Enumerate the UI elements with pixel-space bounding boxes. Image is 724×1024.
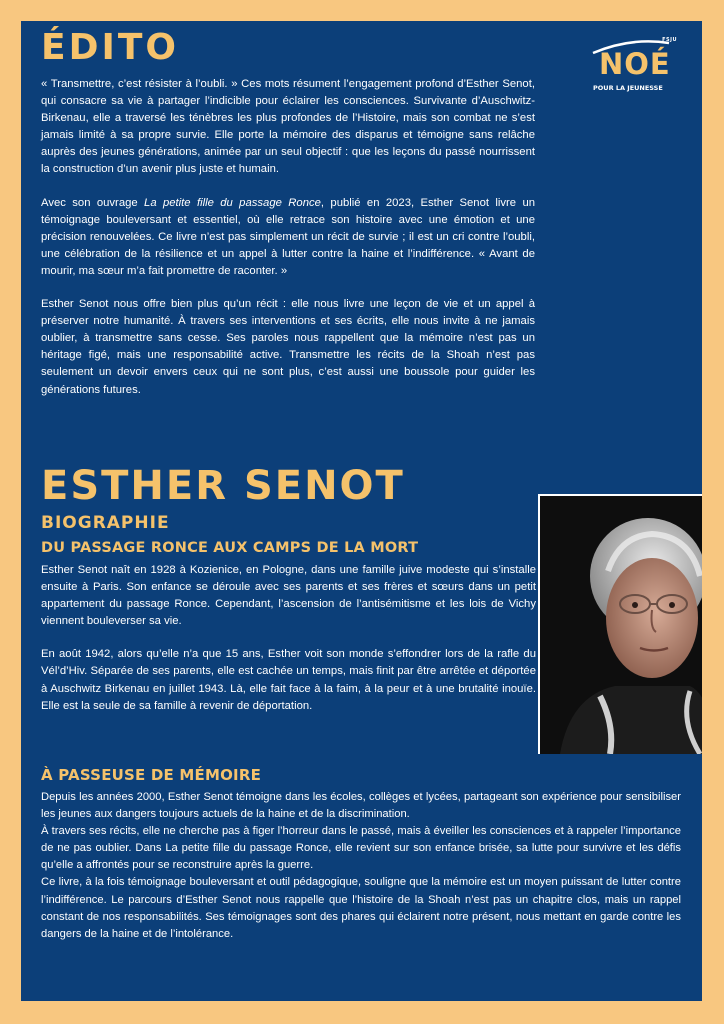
passeuse-paragraph: Ce livre, à la fois témoignage bouleversant et outil pédagogique, souligne que la mémoire est un moyen puissant de lutter contre l’indifférence. Le parcours d’Esther Senot nous rappelle que l’histoire de la Shoah n’est pas un chapitre clos, mais un rappel constant de nos responsabilités. Ses témoignages sont des phares qui éclairent notre présent, nous mettant en garde contre les dangers de la haine et de l’intolérance. <box>41 876 681 940</box>
edito-paragraph: « Transmettre, c’est résister à l’oubli. » Ces mots résument l’engagement profond d’Esther Senot, qui consacre sa vie à partager l’indicible pour éclairer les consciences. Survivante d’Auschwitz-Birkenau, elle a traversé les ténèbres les plus profondes de l’Histoire, mais son combat ne s’est jamais limité à sa propre survie. Elle porte la mémoire des disparus et témoigne sans relâche auprès des jeunes générations, animée par un seul objectif : que les leçons du passé nourrissent la construction d’un avenir plus juste et humain. <box>41 78 535 176</box>
book-title: La petite fille du passage Ronce <box>144 196 321 209</box>
biography-paragraph: Esther Senot naît en 1928 à Kozienice, en Pologne, dans une famille juive modeste qui s’installe ensuite à Paris. Son enfance se déroule avec ses parents et ses frères et sœurs dans un petit appartement du passage Ronce. Cependant, l’ascension de l’antisémitisme et les lois de Vichy viennent bouleverser sa vie. <box>41 564 536 628</box>
passeuse-paragraph: À travers ses récits, elle ne cherche pas à figer l’horreur dans le passé, mais à éveiller les consciences et à rappeler l’importance de ne pas oublier. Dans La petite fille du passage Ronce, elle revient sur son enfance brisée, sa lutte pour survivre et les défis qu’elle a affrontés pour se reconstruire après la guerre. <box>41 825 681 872</box>
section-title-passeuse: À PASSEUSE DE MÉMOIRE <box>41 766 262 784</box>
edito-paragraph: Avec son ouvrage La petite fille du passage Ronce, publié en 2023, Esther Senot livre un témoignage bouleversant et essentiel, où elle retrace son histoire avec une émotion et une précision renouvelées. Ce livre n’est pas simplement un récit de survie ; il est un cri contre l’oubli, une célébration de la résilience et un appel à lutter contre la haine et l’indifférence. « Avant de mourir, ma sœur m’a fait promettre de raconter. » <box>41 196 536 277</box>
biography-body <box>41 562 536 715</box>
biography-label: BIOGRAPHIE <box>41 513 170 533</box>
biography-name: ESTHER SENOT <box>41 463 405 509</box>
logo-tagline: POUR LA JEUNESSE <box>593 84 663 92</box>
passeuse-body <box>41 789 681 943</box>
edito-paragraph: Esther Senot nous offre bien plus qu’un récit : elle nous livre une leçon de vie et un appel à préserver notre humanité. À travers ses interventions et ses écrits, elle nous invite à ne jamais oublier, à transmettre sans cesse. Ses paroles nous rappellent que la mémoire n’est pas un héritage figé, mais une responsabilité active. Transmettre les récits de la Shoah n’est pas seulement un devoir envers ceux qui ne sont plus, c’est aussi une boussole pour guider les générations futures. <box>41 298 535 396</box>
logo-fsju: FSJU <box>662 37 677 43</box>
noe-logo <box>587 37 679 95</box>
passeuse-paragraph: Depuis les années 2000, Esther Senot témoigne dans les écoles, collèges et lycées, partageant son expérience pour sensibiliser les jeunes aux dangers toujours actuels de la haine et de la discrimination. <box>41 791 681 821</box>
content-panel <box>21 21 702 1001</box>
biography-paragraph: En août 1942, alors qu’elle n’a que 15 ans, Esther voit son monde s’effondrer lors de la rafle du Vél’d’Hiv. Séparée de ses parents, elle est cachée un temps, mais finit par être arrêtée et déportée à Auschwitz Birkenau en juillet 1943. Là, elle fait face à la faim, à la peur et à une brutalité inouïe. Elle est la seule de sa famille à revenir de déportation. <box>41 648 536 712</box>
esther-senot-portrait <box>538 494 702 754</box>
portrait-illustration <box>540 496 702 754</box>
logo-name: NOÉ <box>599 47 671 81</box>
section-title-passage: DU PASSAGE RONCE AUX CAMPS DE LA MORT <box>41 540 419 556</box>
edito-title: ÉDITO <box>41 27 180 68</box>
edito-body <box>41 76 535 399</box>
